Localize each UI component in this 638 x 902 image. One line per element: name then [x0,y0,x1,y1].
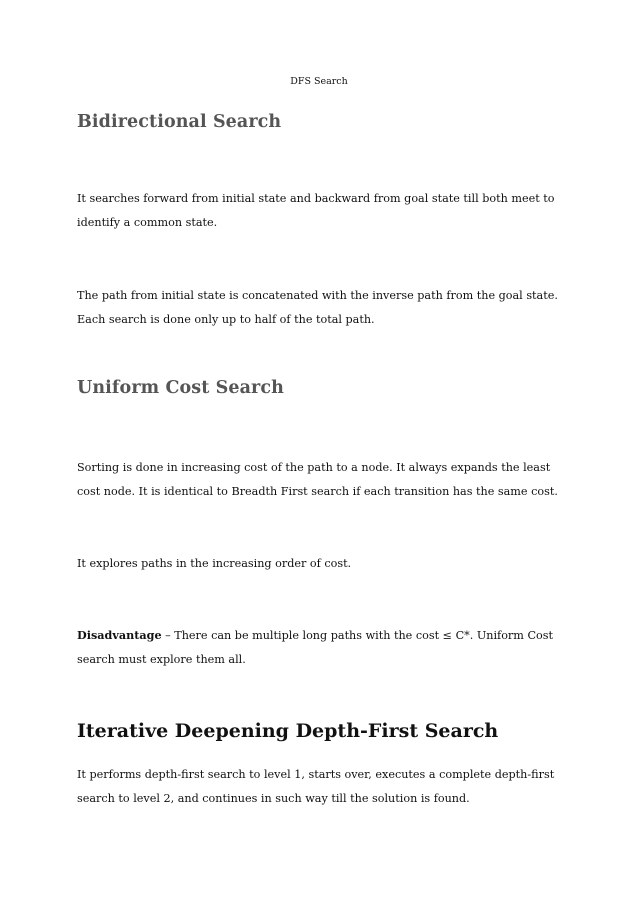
paragraph-uniform-cost-1 [77,456,577,504]
paragraph-line [77,623,577,648]
paragraph-iddfs-1 [77,763,577,811]
heading-bidirectional-search: Bidirectional Search [77,112,282,132]
paragraph-uniform-cost-disadvantage [77,623,577,672]
paragraph-line: It searches forward from initial state and backward from goal state till both meet to [77,192,555,205]
paragraph-uniform-cost-2 [77,552,577,576]
paragraph-line: It explores paths in the increasing order of cost. [77,557,352,570]
paragraph-line: search must explore them all. [77,653,246,666]
paragraph-line: Each search is done only up to half of the total path. [77,313,375,326]
paragraph-bidirectional-1 [77,187,577,235]
paragraph-line: It performs depth-first search to level 1, starts over, executes a complete depth-first [77,768,555,781]
paragraph-line: search to level 2, and continues in such way till the solution is found. [77,792,470,805]
paragraph-line: The path from initial state is concatenated with the inverse path from the goal state. [77,289,558,302]
paragraph-line: identify a common state. [77,216,218,229]
heading-uniform-cost-search: Uniform Cost Search [77,378,284,398]
heading-iterative-deepening-dfs: Iterative Deepening Depth-First Search [77,720,499,742]
disadvantage-label: Disadvantage [77,628,162,642]
paragraph-line: Sorting is done in increasing cost of the path to a node. It always expands the least [77,461,551,474]
page-header: DFS Search [290,76,348,87]
disadvantage-text: – There can be multiple long paths with the cost ≤ C*. Uniform Cost [161,629,553,642]
paragraph-bidirectional-2 [77,284,577,332]
paragraph-line: cost node. It is identical to Breadth First search if each transition has the same cost. [77,485,558,498]
